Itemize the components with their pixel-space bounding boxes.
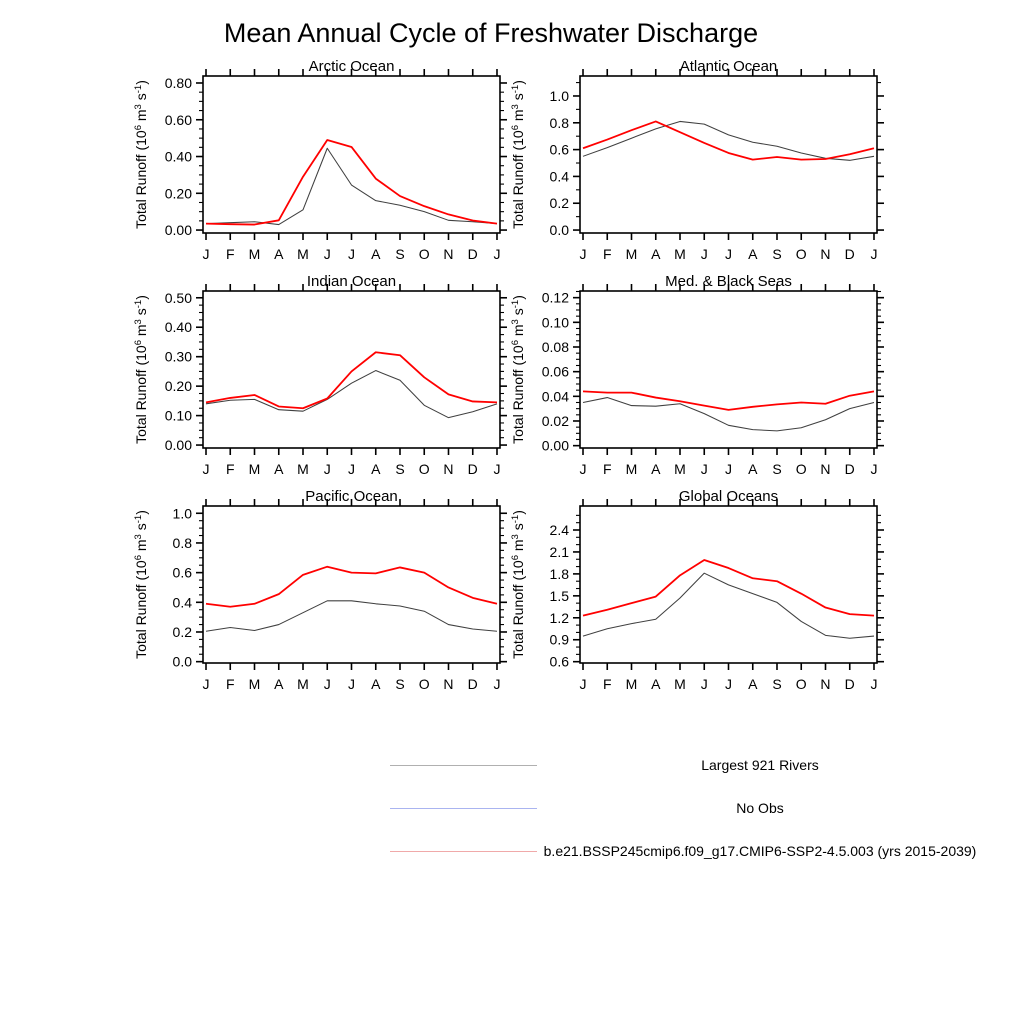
x-tick-label: N bbox=[443, 461, 454, 477]
subplot-indian-ocean bbox=[133, 273, 507, 477]
x-tick-label: A bbox=[748, 461, 758, 477]
x-tick-label: M bbox=[297, 461, 309, 477]
x-tick-label: D bbox=[844, 676, 855, 692]
subplot-pacific-ocean bbox=[133, 488, 507, 692]
x-tick-label: O bbox=[795, 246, 807, 262]
x-tick-label: M bbox=[248, 676, 261, 692]
x-tick-label: F bbox=[602, 676, 612, 692]
x-tick-label: O bbox=[795, 676, 807, 692]
subplot-global-oceans bbox=[510, 488, 884, 692]
x-tick-label: S bbox=[395, 676, 405, 692]
y-tick-label: 0.2 bbox=[549, 195, 569, 212]
x-tick-label: J bbox=[870, 246, 878, 262]
x-tick-label: M bbox=[674, 676, 686, 692]
plot-frame bbox=[580, 76, 877, 233]
series-b-e21-bssp245cmip6-f09-g17-cmip6-ssp2-4-5-003-yrs-2015-2039-line bbox=[583, 391, 874, 409]
series-largest-921-rivers-line bbox=[206, 601, 497, 631]
y-tick-label: 0.4 bbox=[549, 168, 569, 185]
x-tick-label: A bbox=[274, 461, 284, 477]
x-tick-label: M bbox=[248, 461, 261, 477]
x-tick-label: M bbox=[625, 246, 638, 262]
x-tick-label: J bbox=[725, 461, 732, 477]
x-tick-label: D bbox=[844, 246, 855, 262]
x-tick-label: J bbox=[870, 461, 878, 477]
x-tick-label: J bbox=[700, 246, 708, 262]
y-minor-ticks bbox=[576, 83, 881, 217]
subplot-title: Global Oceans bbox=[678, 488, 779, 505]
x-tick-label: J bbox=[870, 676, 878, 692]
x-tick-label: F bbox=[225, 246, 235, 262]
x-tick-label: O bbox=[418, 246, 430, 262]
y-tick-label: 0.4 bbox=[172, 594, 192, 611]
x-tick-label: J bbox=[700, 676, 708, 692]
x-tick-label: M bbox=[297, 246, 309, 262]
y-tick-label: 0.80 bbox=[164, 74, 192, 91]
y-tick-label: 0.0 bbox=[549, 222, 569, 239]
y-tick-label: 0.02 bbox=[541, 412, 569, 429]
y-axis-label: Total Runoff ($10^6$ $m^3$ $s^{-1}$) bbox=[133, 80, 149, 229]
y-tick-label: 0.04 bbox=[541, 388, 569, 405]
plot-frame bbox=[203, 506, 500, 663]
y-tick-label: 0.40 bbox=[164, 148, 192, 165]
x-tick-label: S bbox=[395, 246, 405, 262]
y-tick-label: 0.10 bbox=[541, 314, 569, 331]
x-tick-label: J bbox=[700, 461, 708, 477]
y-tick-label: 0.08 bbox=[541, 338, 569, 355]
x-tick-label: J bbox=[348, 461, 355, 477]
x-tick-label: N bbox=[820, 246, 831, 262]
y-tick-label: 0.10 bbox=[164, 407, 192, 424]
y-tick-label: 0.06 bbox=[541, 363, 569, 380]
x-tick-label: J bbox=[493, 461, 501, 477]
series-largest-921-rivers-line bbox=[583, 121, 874, 160]
x-tick-label: J bbox=[579, 461, 587, 477]
x-tick-label: J bbox=[202, 676, 210, 692]
y-tick-label: 0.0 bbox=[172, 653, 192, 670]
plot-frame bbox=[203, 291, 500, 448]
subplot-title: Arctic Ocean bbox=[308, 58, 395, 75]
y-tick-label: 1.0 bbox=[172, 505, 192, 522]
x-tick-label: J bbox=[323, 461, 331, 477]
x-tick-label: A bbox=[371, 246, 381, 262]
x-tick-label: J bbox=[725, 246, 732, 262]
x-tick-label: J bbox=[323, 246, 331, 262]
y-tick-label: 1.2 bbox=[549, 609, 569, 626]
y-axis-label: Total Runoff ($10^6$ $m^3$ $s^{-1}$) bbox=[510, 510, 526, 659]
y-ticks bbox=[165, 290, 507, 453]
x-tick-label: M bbox=[674, 246, 686, 262]
x-tick-label: D bbox=[467, 461, 478, 477]
x-tick-label: F bbox=[225, 676, 235, 692]
y-axis-label: Total Runoff ($10^6$ $m^3$ $s^{-1}$) bbox=[510, 80, 526, 229]
legend-label-no-obs: No Obs bbox=[736, 800, 784, 816]
x-tick-label: J bbox=[579, 246, 587, 262]
y-tick-label: 0.00 bbox=[164, 437, 192, 454]
y-tick-label: 0.8 bbox=[172, 534, 192, 551]
y-tick-label: 1.5 bbox=[549, 587, 569, 604]
x-tick-label: N bbox=[443, 246, 454, 262]
y-tick-label: 2.4 bbox=[549, 521, 569, 538]
y-tick-label: 0.20 bbox=[164, 185, 192, 202]
y-ticks bbox=[542, 290, 884, 454]
x-tick-label: J bbox=[725, 676, 732, 692]
subplot-arctic-ocean bbox=[133, 58, 507, 262]
x-tick-label: F bbox=[602, 461, 612, 477]
y-tick-label: 2.1 bbox=[549, 543, 569, 560]
subplot-atlantic-ocean bbox=[510, 58, 884, 262]
legend-label-model: b.e21.BSSP245cmip6.f09_g17.CMIP6-SSP2-4.5.003 (yrs 2015-2039) bbox=[543, 843, 977, 859]
series-b-e21-bssp245cmip6-f09-g17-cmip6-ssp2-4-5-003-yrs-2015-2039-line bbox=[206, 140, 497, 225]
x-tick-label: F bbox=[225, 461, 235, 477]
y-axis-label: Total Runoff ($10^6$ $m^3$ $s^{-1}$) bbox=[510, 295, 526, 444]
x-tick-label: A bbox=[274, 676, 284, 692]
x-tick-label: J bbox=[202, 461, 210, 477]
y-tick-label: 1.8 bbox=[549, 565, 569, 582]
y-axis-label: Total Runoff ($10^6$ $m^3$ $s^{-1}$) bbox=[133, 510, 149, 659]
y-tick-label: 0.00 bbox=[541, 437, 569, 454]
y-ticks bbox=[173, 505, 507, 669]
x-tick-label: A bbox=[748, 246, 758, 262]
series-largest-921-rivers-line bbox=[206, 371, 497, 418]
x-tick-label: S bbox=[772, 676, 782, 692]
y-tick-label: 0.6 bbox=[549, 141, 569, 158]
subplot-title: Med. & Black Seas bbox=[665, 273, 792, 290]
x-tick-label: S bbox=[772, 461, 782, 477]
x-tick-label: J bbox=[348, 246, 355, 262]
y-tick-label: 1.0 bbox=[549, 87, 569, 104]
x-tick-label: M bbox=[625, 676, 638, 692]
x-tick-label: N bbox=[820, 676, 831, 692]
subplot-title: Atlantic Ocean bbox=[679, 58, 778, 75]
y-tick-label: 0.6 bbox=[549, 653, 569, 670]
x-tick-label: J bbox=[579, 676, 587, 692]
subplot-med-black-seas bbox=[510, 273, 884, 477]
x-tick-label: S bbox=[395, 461, 405, 477]
y-axis-label: Total Runoff ($10^6$ $m^3$ $s^{-1}$) bbox=[133, 295, 149, 444]
legend-label-rivers: Largest 921 Rivers bbox=[701, 757, 819, 773]
x-tick-label: J bbox=[348, 676, 355, 692]
y-tick-label: 0.30 bbox=[164, 348, 192, 365]
x-tick-label: A bbox=[274, 246, 284, 262]
x-tick-label: J bbox=[493, 246, 501, 262]
y-ticks bbox=[550, 88, 884, 238]
y-tick-label: 0.12 bbox=[541, 289, 569, 306]
x-tick-label: A bbox=[651, 461, 661, 477]
y-tick-label: 0.9 bbox=[549, 631, 569, 648]
x-tick-label: F bbox=[602, 246, 612, 262]
x-tick-label: A bbox=[748, 676, 758, 692]
y-ticks bbox=[550, 522, 884, 670]
series-b-e21-bssp245cmip6-f09-g17-cmip6-ssp2-4-5-003-yrs-2015-2039-line bbox=[583, 560, 874, 616]
x-tick-label: N bbox=[820, 461, 831, 477]
y-tick-label: 0.6 bbox=[172, 564, 192, 581]
x-tick-label: J bbox=[202, 246, 210, 262]
y-minor-ticks bbox=[199, 521, 504, 655]
subplot-title: Indian Ocean bbox=[306, 273, 397, 290]
x-tick-label: D bbox=[467, 676, 478, 692]
series-largest-921-rivers-line bbox=[583, 573, 874, 638]
plot-frame bbox=[580, 291, 877, 448]
x-tick-label: M bbox=[297, 676, 309, 692]
x-tick-label: S bbox=[772, 246, 782, 262]
x-tick-label: A bbox=[371, 676, 381, 692]
x-tick-label: D bbox=[844, 461, 855, 477]
x-tick-label: A bbox=[651, 676, 661, 692]
x-tick-label: N bbox=[443, 676, 454, 692]
y-tick-label: 0.8 bbox=[549, 114, 569, 131]
plot-frame bbox=[203, 76, 500, 233]
x-tick-label: D bbox=[467, 246, 478, 262]
y-tick-label: 0.50 bbox=[164, 289, 192, 306]
figure-title: Mean Annual Cycle of Freshwater Discharge bbox=[223, 18, 759, 48]
x-tick-label: O bbox=[418, 676, 430, 692]
y-tick-label: 0.2 bbox=[172, 623, 192, 640]
x-tick-label: M bbox=[674, 461, 686, 477]
x-tick-label: O bbox=[795, 461, 807, 477]
x-tick-label: M bbox=[248, 246, 261, 262]
y-tick-label: 0.20 bbox=[164, 378, 192, 395]
y-tick-label: 0.00 bbox=[164, 222, 192, 239]
y-tick-label: 0.60 bbox=[164, 111, 192, 128]
x-tick-label: J bbox=[493, 676, 501, 692]
x-tick-label: J bbox=[323, 676, 331, 692]
x-tick-label: A bbox=[651, 246, 661, 262]
y-minor-ticks bbox=[199, 92, 504, 221]
y-tick-label: 0.40 bbox=[164, 319, 192, 336]
series-largest-921-rivers-line bbox=[206, 148, 497, 224]
subplot-title: Pacific Ocean bbox=[305, 488, 398, 505]
x-tick-label: O bbox=[418, 461, 430, 477]
x-tick-label: A bbox=[371, 461, 381, 477]
y-ticks bbox=[165, 75, 507, 238]
x-tick-label: M bbox=[625, 461, 638, 477]
y-minor-ticks bbox=[576, 291, 881, 439]
